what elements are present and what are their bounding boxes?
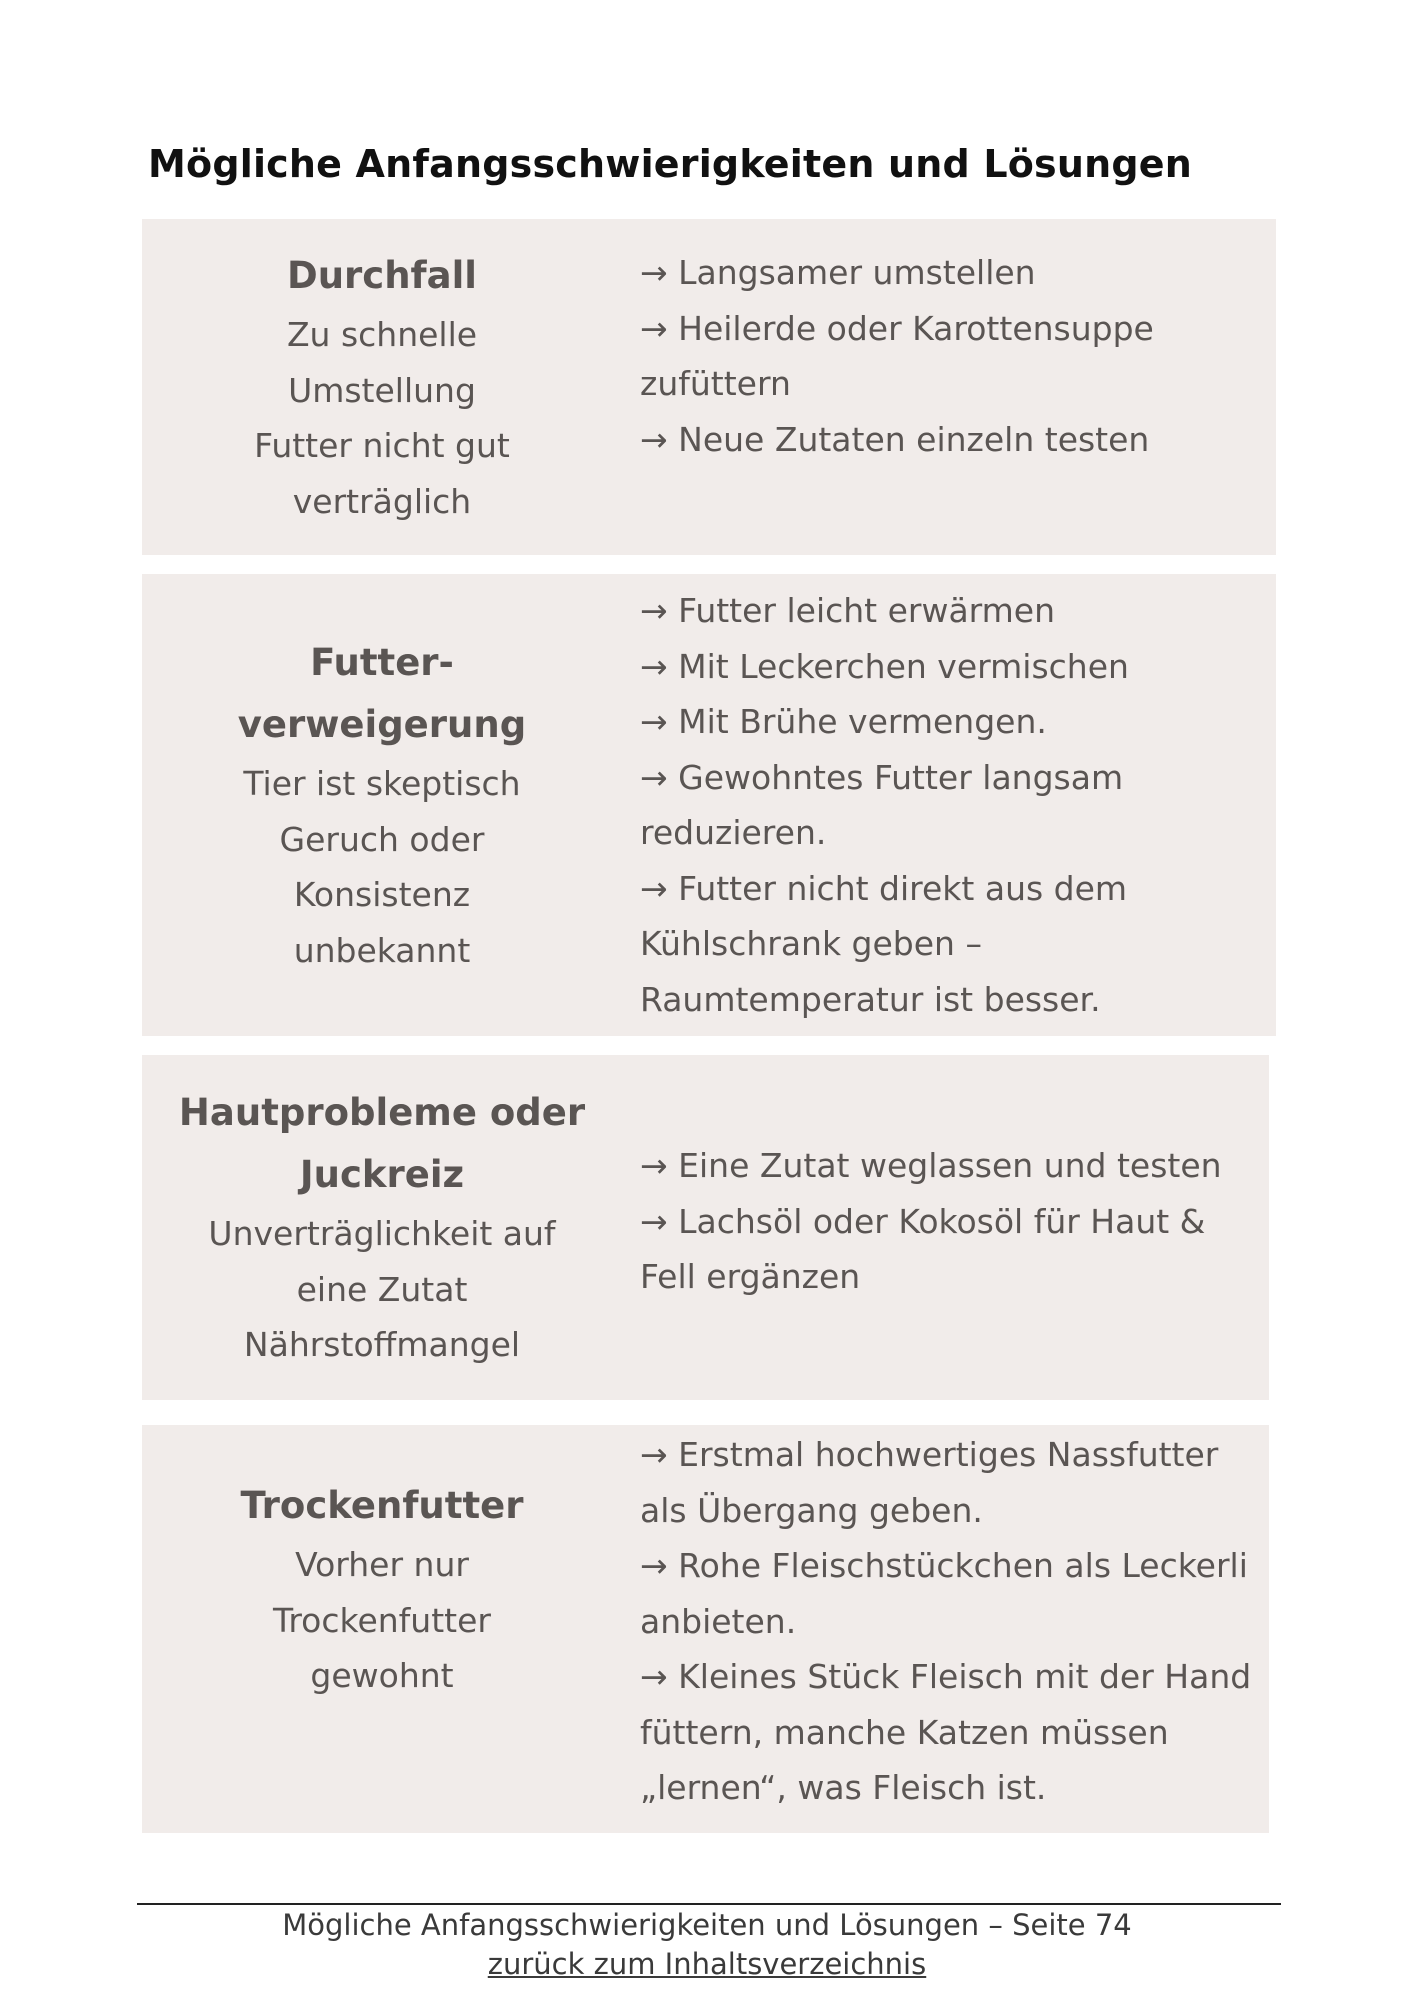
solution-line: → Mit Brühe vermengen. [640, 702, 1047, 741]
problem-heading: Futter- [310, 641, 454, 684]
problem-column [142, 1055, 622, 1400]
solution-line: → Heilerde oder Karottensuppe [640, 308, 1154, 348]
problem-heading: Juckreiz [299, 1153, 465, 1197]
card-futterverweigerung [142, 574, 1276, 1036]
problem-heading: Durchfall [286, 254, 477, 297]
cause-line: Vorher nur [295, 1545, 469, 1584]
solution-line: Fell ergänzen [640, 1257, 861, 1296]
solution-line: → Futter nicht direkt aus dem [640, 868, 1128, 908]
cause-line: Futter nicht gut [254, 426, 510, 465]
solution-column [640, 574, 1276, 1036]
solution-line: Kühlschrank geben – [640, 924, 982, 963]
card-trockenfutter [142, 1425, 1269, 1833]
solution-line: → Langsamer umstellen [640, 253, 1036, 292]
solution-line: als Übergang geben. [640, 1490, 983, 1530]
problem-column [142, 574, 622, 1036]
solution-line: Raumtemperatur ist besser. [640, 979, 1101, 1019]
problem-heading: verweigerung [237, 703, 527, 746]
cause-line: verträglich [292, 481, 472, 521]
solution-line: → Neue Zutaten einzeln testen [640, 419, 1150, 459]
solution-line: reduzieren. [640, 813, 827, 852]
solution-line: → Mit Leckerchen vermischen [640, 646, 1129, 686]
footer-page-label: Mögliche Anfangsschwierigkeiten und Lösungen – Seite 74 [282, 1908, 1132, 1942]
problem-column [142, 219, 622, 555]
solution-line: → Erstmal hochwertiges Nassfutter [640, 1435, 1219, 1474]
solution-line: „lernen“, was Fleisch ist. [640, 1768, 1047, 1807]
solution-line: füttern, manche Katzen müssen [640, 1712, 1169, 1752]
solution-line: anbieten. [640, 1601, 797, 1641]
footer-divider [137, 1903, 1281, 1905]
cause-line: gewohnt [310, 1656, 454, 1695]
solution-line: zufüttern [640, 364, 791, 403]
problem-heading: Trockenfutter [240, 1484, 524, 1527]
solution-column [640, 219, 1276, 555]
cause-line: Nährstoffmangel [243, 1325, 521, 1365]
solution-line: → Kleines Stück Fleisch mit der Hand [640, 1657, 1252, 1696]
page-title: Mögliche Anfangsschwierigkeiten und Lösungen [148, 142, 1193, 186]
card-durchfall [142, 219, 1276, 555]
cause-line: Trockenfutter [273, 1600, 491, 1640]
solution-column [640, 1425, 1276, 1833]
back-to-toc-link[interactable]: zurück zum Inhaltsverzeichnis [487, 1947, 927, 1981]
cause-line: Zu schnelle [286, 315, 478, 354]
card-hautprobleme [142, 1055, 1269, 1400]
problem-heading: Hautprobleme oder [178, 1091, 586, 1135]
solution-line: → Rohe Fleischstückchen als Leckerli [640, 1546, 1248, 1585]
cause-line: Geruch oder [279, 819, 485, 859]
problem-column [142, 1425, 622, 1833]
solution-line: → Futter leicht erwärmen [640, 591, 1056, 630]
solution-column [640, 1055, 1276, 1400]
cause-line: Konsistenz [293, 875, 471, 914]
cause-line: Umstellung [288, 370, 476, 410]
solution-line: → Gewohntes Futter langsam [640, 757, 1124, 797]
solution-line: → Lachsöl oder Kokosöl für Haut & [640, 1201, 1206, 1241]
cause-line: Tier ist skeptisch [243, 764, 521, 803]
cause-line: unbekannt [293, 930, 471, 970]
cause-line: Unverträglichkeit auf [208, 1214, 556, 1254]
cause-line: eine Zutat [296, 1269, 468, 1309]
solution-line: → Eine Zutat weglassen und testen [640, 1146, 1222, 1185]
footer-link-container [0, 1945, 1414, 1983]
